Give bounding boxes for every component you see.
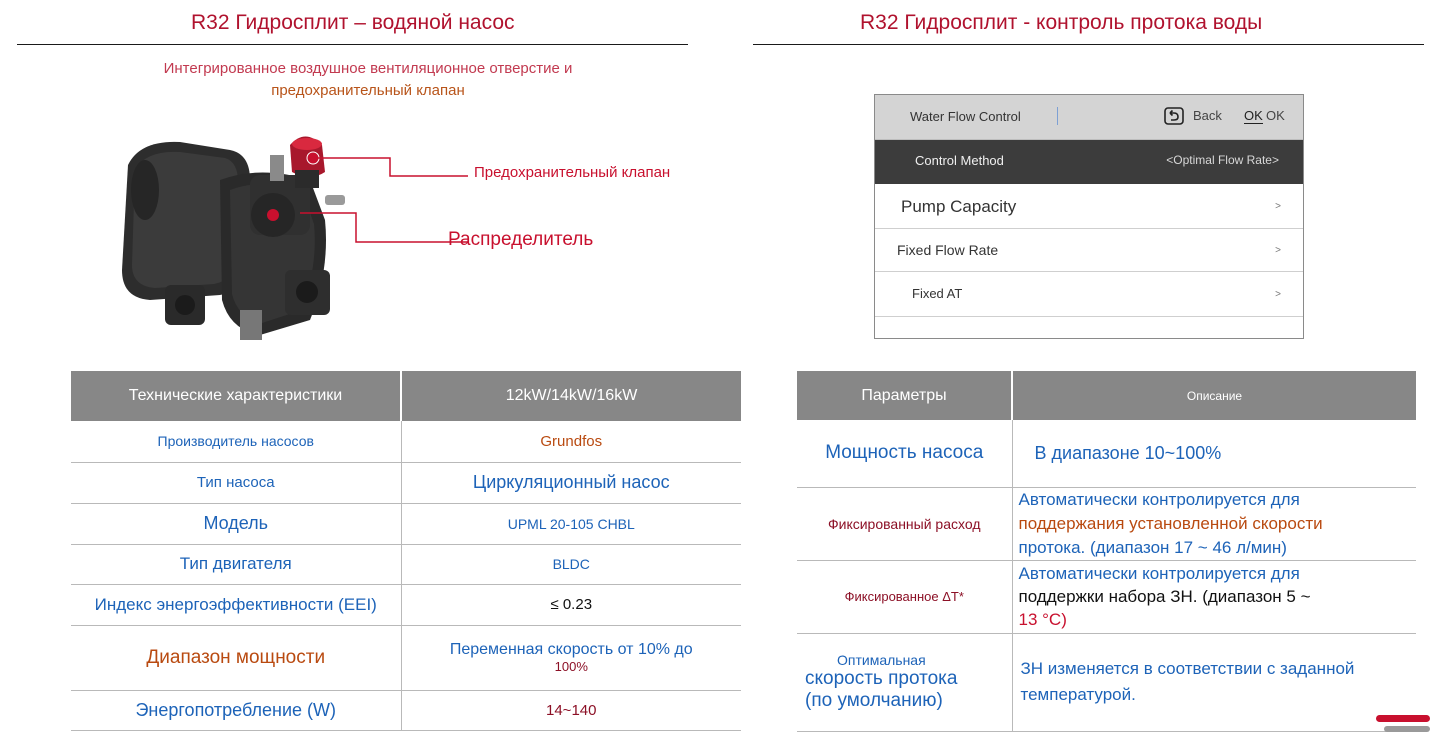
row-desc-line1: ЗН изменяется в соответствии с заданной bbox=[1020, 659, 1355, 678]
row-label: Индекс энергоэффективности (EEI) bbox=[71, 584, 401, 625]
table-row bbox=[71, 462, 741, 503]
callout-safety-valve: Предохранительный клапан bbox=[474, 164, 671, 181]
row-desc-line1: Автоматически контролируется для bbox=[1018, 564, 1300, 583]
row-desc-line2: поддержки набора ЗН. (диапазон 5 ~ bbox=[1018, 587, 1311, 606]
table-row bbox=[797, 420, 1416, 487]
row-label: Производитель насосов bbox=[71, 421, 401, 462]
callout-distributor: Распределитель bbox=[448, 229, 594, 250]
control-method-row[interactable] bbox=[875, 140, 1303, 184]
ok-button[interactable]: OK bbox=[1244, 108, 1263, 123]
table-row bbox=[797, 487, 1416, 560]
table-row bbox=[71, 544, 741, 584]
left-title: R32 Гидросплит – водяной насос bbox=[191, 11, 515, 34]
menu-item-fixed-flow-rate[interactable] bbox=[875, 229, 1303, 272]
row-desc-line3: 13 °C) bbox=[1018, 610, 1067, 629]
row-desc-line1: Автоматически контролируется для bbox=[1018, 489, 1300, 509]
table-row bbox=[71, 625, 741, 690]
row-label: Тип насоса bbox=[71, 462, 401, 503]
row-label: Энергопотребление (W) bbox=[71, 690, 401, 730]
chevron-right-icon: > bbox=[1275, 289, 1281, 300]
row-label-line3: (по умолчанию) bbox=[805, 690, 943, 711]
row-desc bbox=[1012, 560, 1416, 633]
corner-accent-bar bbox=[1376, 715, 1430, 722]
row-value: Grundfos bbox=[401, 421, 741, 462]
ok-button-label[interactable]: OK bbox=[1266, 108, 1285, 123]
table-row bbox=[797, 633, 1416, 731]
row-label-line1: Оптимальная bbox=[837, 652, 926, 668]
row-desc-line2: температурой. bbox=[1020, 685, 1136, 704]
pump-caption bbox=[68, 58, 668, 102]
row-label: Тип двигателя bbox=[71, 544, 401, 584]
row-value-line1: Переменная скорость от 10% до bbox=[449, 641, 693, 658]
row-value: Циркуляционный насос bbox=[401, 462, 741, 503]
menu-item-pump-capacity[interactable] bbox=[875, 184, 1303, 229]
pump-caption-line1: Интегрированное воздушное вентиляционное отверстие и bbox=[163, 60, 573, 77]
right-title-rule bbox=[753, 44, 1424, 45]
row-label bbox=[797, 633, 1012, 731]
menu-item-label: Fixed Flow Rate bbox=[897, 242, 999, 258]
water-flow-control-panel bbox=[874, 94, 1304, 339]
row-label: Фиксированное ΔT* bbox=[797, 560, 1012, 633]
control-method-label: Control Method bbox=[915, 153, 1004, 168]
header-description: Описание bbox=[1012, 371, 1416, 420]
callout-lines bbox=[300, 150, 470, 250]
menu-item-label: Fixed AT bbox=[912, 286, 963, 301]
corner-gray-bar bbox=[1384, 726, 1430, 732]
header-models: 12kW/14kW/16kW bbox=[401, 371, 741, 421]
back-button[interactable]: Back bbox=[1193, 108, 1222, 123]
row-label: Диапазон мощности bbox=[71, 625, 401, 690]
panel-title: Water Flow Control bbox=[910, 109, 1021, 124]
panel-header bbox=[875, 95, 1303, 140]
table-row bbox=[797, 560, 1416, 633]
row-label: Модель bbox=[71, 503, 401, 544]
pump-caption-line2: предохранительный клапан bbox=[271, 82, 465, 99]
table-row bbox=[71, 421, 741, 462]
row-desc-line2: поддержания установленной скорости bbox=[1018, 513, 1323, 533]
pump-spec-table bbox=[71, 371, 741, 731]
right-title: R32 Гидросплит - контроль протока воды bbox=[860, 11, 1263, 34]
row-desc bbox=[1012, 633, 1416, 731]
table-row bbox=[71, 503, 741, 544]
control-method-value: <Optimal Flow Rate> bbox=[1166, 153, 1279, 167]
row-label: Фиксированный расход bbox=[797, 487, 1012, 560]
table-header-row bbox=[71, 371, 741, 421]
row-label-line2: скорость протока bbox=[805, 668, 958, 689]
table-header-row bbox=[797, 371, 1416, 420]
row-value: 14~140 bbox=[401, 690, 741, 730]
chevron-right-icon: > bbox=[1275, 201, 1281, 212]
row-desc bbox=[1012, 487, 1416, 560]
chevron-right-icon: > bbox=[1275, 245, 1281, 256]
left-title-rule bbox=[17, 44, 688, 45]
row-desc-line3: протока. (диапазон 17 ~ 46 л/мин) bbox=[1018, 537, 1287, 557]
row-value-line2: 100% bbox=[554, 659, 588, 674]
row-value: BLDC bbox=[401, 544, 741, 584]
panel-divider bbox=[1057, 107, 1058, 125]
table-row bbox=[71, 690, 741, 730]
menu-item-label: Pump Capacity bbox=[901, 197, 1017, 216]
flow-params-table bbox=[797, 371, 1416, 732]
row-desc: В диапазоне 10~100% bbox=[1012, 420, 1416, 487]
row-value: UPML 20-105 CHBL bbox=[401, 503, 741, 544]
back-icon[interactable] bbox=[1164, 106, 1184, 126]
menu-item-fixed-at[interactable] bbox=[875, 272, 1303, 317]
header-params: Параметры bbox=[797, 371, 1012, 420]
row-label: Мощность насоса bbox=[797, 420, 1012, 487]
row-value bbox=[401, 625, 741, 690]
header-spec: Технические характеристики bbox=[71, 371, 401, 421]
row-value: ≤ 0.23 bbox=[401, 584, 741, 625]
table-row bbox=[71, 584, 741, 625]
